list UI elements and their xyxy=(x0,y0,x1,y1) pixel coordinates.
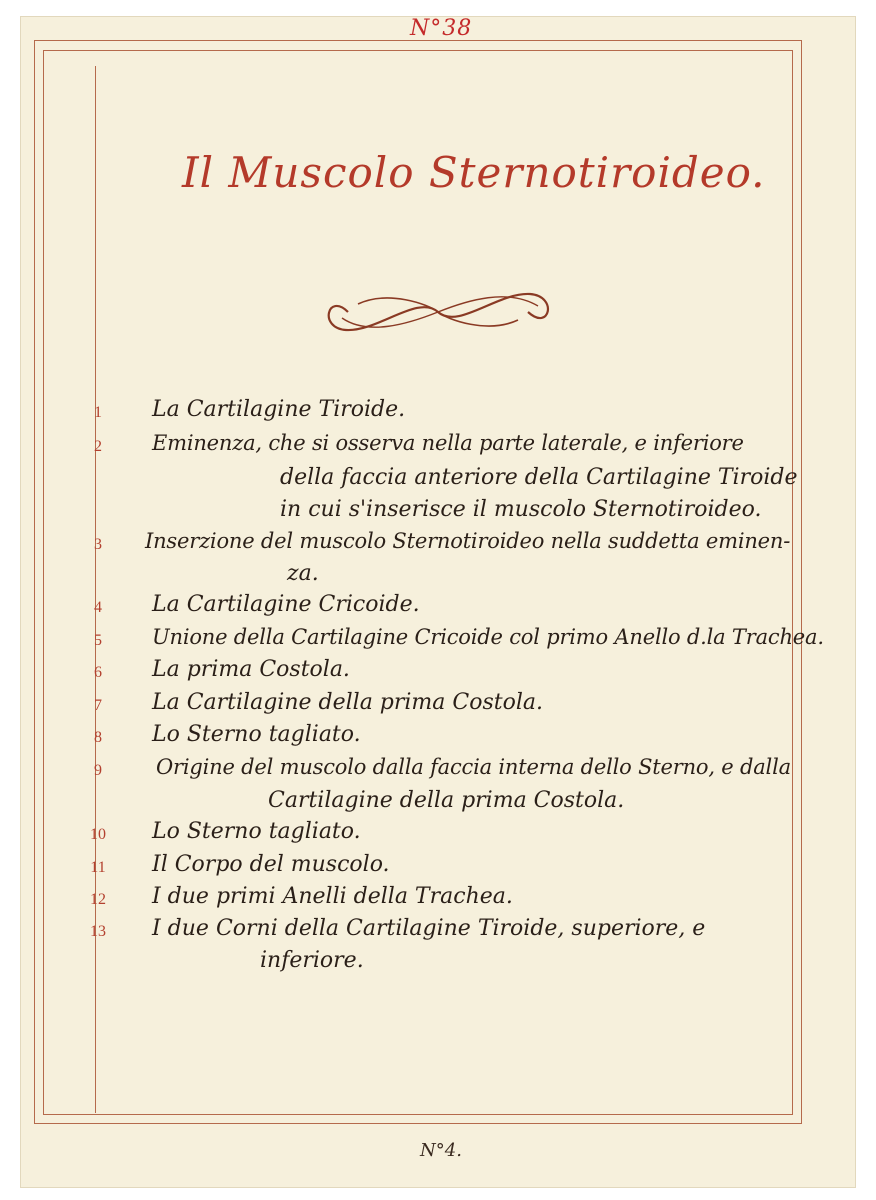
entry-text: La Cartilagine della prima Costola. xyxy=(152,690,544,715)
entry-number: 9 xyxy=(94,762,102,779)
entry-text-continuation: inferiore. xyxy=(260,948,364,973)
entry-number: 11 xyxy=(90,859,106,876)
entry-number: 12 xyxy=(90,891,106,908)
entry-number: 7 xyxy=(94,697,102,714)
entry-text: Lo Sterno tagliato. xyxy=(152,819,361,844)
entry-number: 2 xyxy=(94,438,102,455)
entry-text-continuation: za. xyxy=(287,561,319,586)
entry-text-continuation: Cartilagine della prima Costola. xyxy=(268,788,625,813)
entry-text: La prima Costola. xyxy=(152,657,350,682)
entry-number: 8 xyxy=(94,729,102,746)
entry-number: 13 xyxy=(90,923,106,940)
entry-text: Inserzione del muscolo Sternotiroideo nella suddetta eminen- xyxy=(145,529,791,553)
margin-rule xyxy=(95,66,96,1113)
plate-number: N°38 xyxy=(410,16,473,41)
entry-text: Eminenza, che si osserva nella parte laterale, e inferiore xyxy=(152,431,744,455)
entry-text: Lo Sterno tagliato. xyxy=(152,722,361,747)
entry-text: I due Corni della Cartilagine Tiroide, superiore, e xyxy=(152,916,706,941)
page-number: N°4. xyxy=(420,1140,462,1161)
entry-text: Origine del muscolo dalla faccia interna dello Sterno, e dalla xyxy=(156,755,791,779)
entry-text: La Cartilagine Tiroide. xyxy=(152,397,406,422)
entry-text: La Cartilagine Cricoide. xyxy=(152,592,420,617)
entry-number: 1 xyxy=(94,404,102,421)
entry-text-continuation: della faccia anteriore della Cartilagine Tiroide xyxy=(280,465,798,490)
inner-border xyxy=(43,50,793,1115)
page-title: Il Muscolo Sternotiroideo. xyxy=(182,148,766,197)
entry-text: Unione della Cartilagine Cricoide col primo Anello d.la Trachea. xyxy=(152,625,824,649)
entry-number: 4 xyxy=(94,599,102,616)
entry-text-continuation: in cui s'inserisce il muscolo Sternotiroideo. xyxy=(280,497,762,522)
entry-number: 5 xyxy=(94,632,102,649)
entry-number: 3 xyxy=(94,536,102,553)
entry-number: 10 xyxy=(90,826,106,843)
entry-number: 6 xyxy=(94,664,102,681)
flourish-icon xyxy=(318,284,558,340)
entry-text: Il Corpo del muscolo. xyxy=(152,852,390,877)
entry-text: I due primi Anelli della Trachea. xyxy=(152,884,513,909)
